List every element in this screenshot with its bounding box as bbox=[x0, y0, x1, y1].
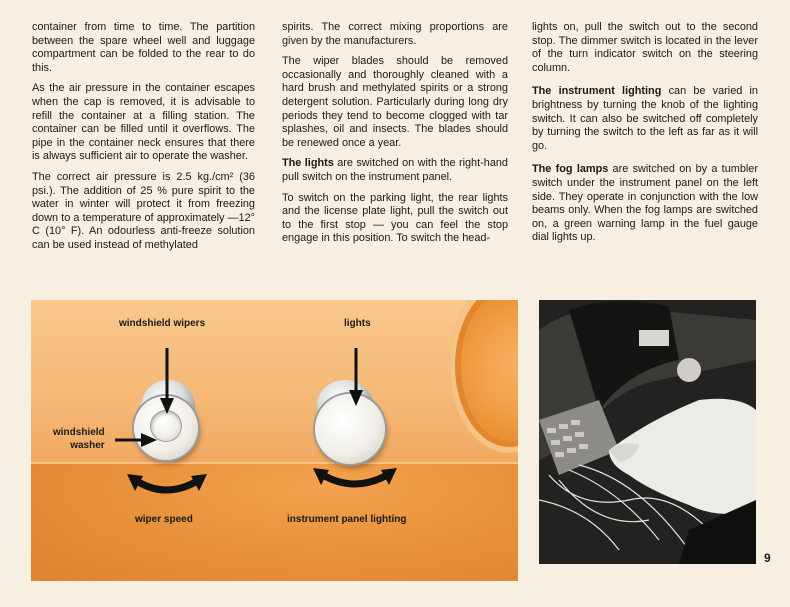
label-windshield-wipers: windshield wipers bbox=[119, 318, 206, 329]
label-washer-line2: washer bbox=[70, 440, 105, 451]
label-wiper-speed: wiper speed bbox=[135, 514, 193, 525]
label-washer-line1: windshield bbox=[53, 427, 105, 438]
page-number: 9 bbox=[764, 551, 771, 565]
paragraph: lights on, pull the switch out to the second stop. The dimmer switch is located in the lever of the turn indicator switch on the steering column. bbox=[532, 21, 758, 74]
paragraph: As the air pressure in the container escapes when the cap is removed, it is advisable to refill the container at a filling station. The container can be filled until it overflows. The pipe in the container neck ensures that there is always sufficient air to operate the washer. bbox=[32, 82, 255, 163]
bold-term: The lights bbox=[282, 157, 334, 170]
bold-term: The fog lamps bbox=[532, 163, 609, 176]
paragraph bbox=[282, 157, 508, 184]
paragraph-text: can be varied in brightness by turning the knob of the lighting switch. It can also be switched off completely by turning the switch to the left as far as it will go. bbox=[532, 85, 758, 152]
switch-panel-photo bbox=[31, 300, 518, 581]
text-column-1 bbox=[32, 21, 255, 260]
label-windshield-washer bbox=[53, 426, 105, 452]
paragraph: To switch on the parking light, the rear lights and the license plate light, pull the switch out to the first stop — you can feel the stop engage in this position. To switch the head- bbox=[282, 191, 508, 245]
paragraph-text: are switched on with the right-hand pull switch on the instrument panel. bbox=[282, 157, 508, 183]
label-instrument-panel-lighting: instrument panel lighting bbox=[287, 514, 407, 525]
label-lights: lights bbox=[344, 318, 371, 329]
paragraph-text: are switched on by a tumbler switch under the instrument panel on the left side. They operate in conjunction with the low beams only. When the fog lamps are switched on, a green warning lamp in the fuel gauge dial lights up. bbox=[532, 163, 758, 244]
fog-lamp-switch-photo bbox=[539, 300, 756, 564]
bold-term: The instrument lighting bbox=[532, 85, 662, 98]
text-column-3 bbox=[532, 21, 758, 252]
text-column-2 bbox=[282, 21, 508, 253]
paragraph: container from time to time. The partition between the spare wheel well and luggage compartment can be folded to the rear to do this. bbox=[32, 21, 255, 74]
paragraph: The wiper blades should be removed occasionally and thoroughly cleaned with a hard brush and methylated spirits or a strong detergent solution. Particularly during long dry periods they tend to become clogged with tar splashes, oil and insects. The blades should be renewed once a year. bbox=[282, 55, 508, 149]
paragraph bbox=[532, 85, 758, 153]
paragraph: spirits. The correct mixing proportions are given by the manufacturers. bbox=[282, 21, 508, 47]
paragraph bbox=[532, 163, 758, 245]
paragraph: The correct air pressure is 2.5 kg./cm² (36 psi.). The addition of 25 % pure spirit to the water in winter will protect it from freezing down to a temperature of approximately —12° C (10° F). An odourless anti-freeze solution can be used instead of methylated bbox=[32, 170, 255, 251]
